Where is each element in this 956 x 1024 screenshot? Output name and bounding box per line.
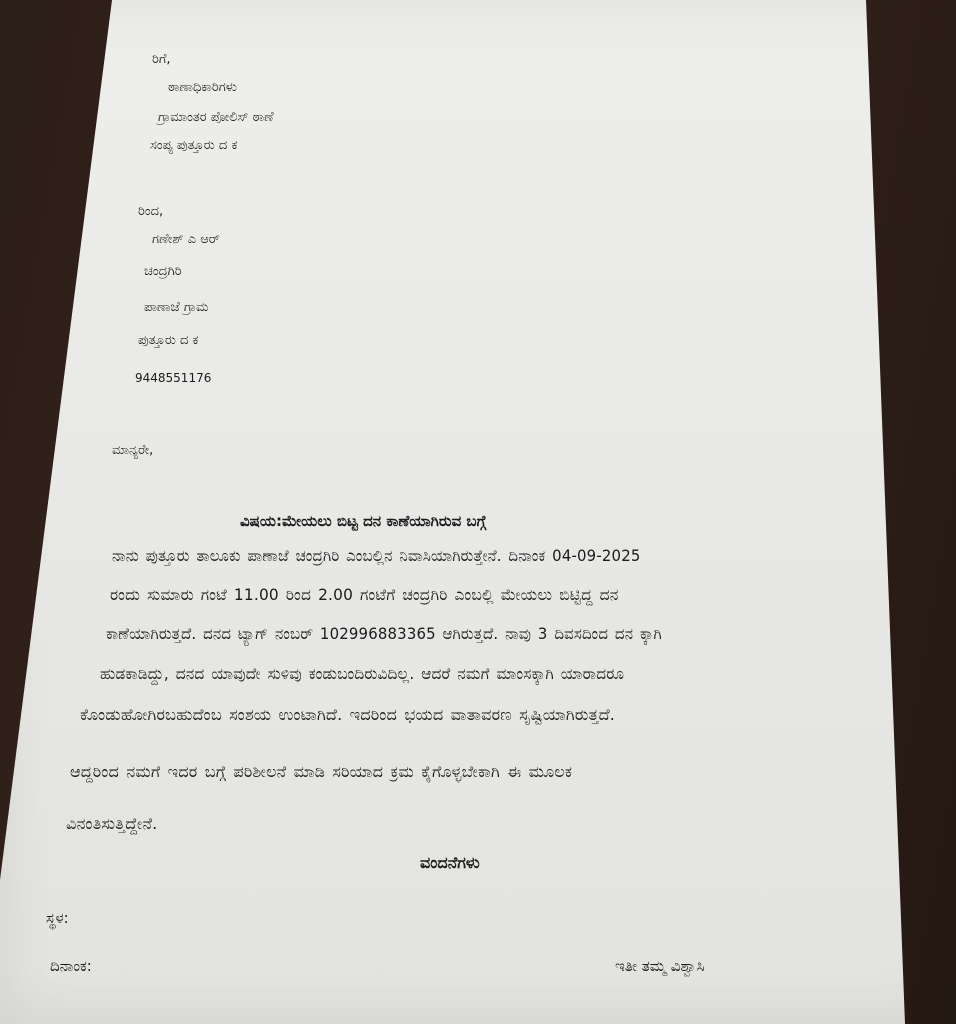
to-line-1: ಠಾಣಾಧಿಕಾರಿಗಳು [168,80,237,95]
place-label: ಸ್ಥಳ: [46,909,69,927]
body-line-5: ಕೊಂಡುಹೋಗಿರಬಹುದೆಂಬ ಸಂಶಯ ಉಂಟಾಗಿದೆ. ಇದರಿಂದ ಭಯದ ವಾತಾವರಣ ಸೃಷ್ಟಿಯಾಗಿರುತ್ತದೆ. [80,705,616,724]
body-line-3: ಕಾಣೆಯಾಗಿರುತ್ತದೆ. ದನದ ಟ್ಯಾಗ್ ನಂಬರ್ 102996883365 ಆಗಿರುತ್ತದೆ. ನಾವು 3 ದಿವಸದಿಂದ ದನ ಕ್ಕಾಗಿ [106,624,662,643]
from-line-1: ಚಂದ್ರಗಿರಿ [144,264,182,279]
from-label: ರಿಂದ, [138,204,164,219]
body-line-6: ಆದ್ದರಿಂದ ನಮಗೆ ಇದರ ಬಗ್ಗೆ ಪರಿಶೀಲನೆ ಮಾಡಿ ಸರಿಯಾದ ಕ್ರಮ ಕೈಗೊಳ್ಳಬೇಕಾಗಿ ಈ ಮೂಲಕ [70,762,573,781]
subject-line: ವಿಷಯ:ಮೇಯಲು ಬಿಟ್ಟ ದನ ಕಾಣೆಯಾಗಿರುವ ಬಗ್ಗೆ [240,512,487,530]
date-label: ದಿನಾಂಕ: [50,957,92,975]
body-line-7: ವಿನಂತಿಸುತ್ತಿದ್ದೇನೆ. [66,814,158,833]
body-line-4: ಹುಡಕಾಡಿದ್ದು, ದನದ ಯಾವುದೇ ಸುಳಿವು ಕಂಡುಬಂದಿರುವಿದಿಲ್ಲ. ಆದರೆ ನಮಗೆ ಮಾಂಸಕ್ಕಾಗಿ ಯಾರಾದರೂ [100,664,625,683]
to-line-3: ಸಂಪ್ಯ ಪುತ್ತೂರು ದ ಕ [150,138,238,153]
body-line-2: ರಂದು ಸುಮಾರು ಗಂಟೆ 11.00 ರಿಂದ 2.00 ಗಂಟೆಗೆ ಚಂದ್ರಗಿರಿ ಎಂಬಲ್ಲಿ ಮೇಯಲು ಬಿಟ್ಟಿದ್ದ ದನ [110,585,619,604]
body-line-1: ನಾನು ಪುತ್ತೂರು ತಾಲೂಕು ಪಾಣಾಜೆ ಚಂದ್ರಗಿರಿ ಎಂಬಲ್ಲಿನ ನಿವಾಸಿಯಾಗಿರುತ್ತೇನೆ. ದಿನಾಂಕ 04-09-2025 [112,546,641,565]
to-line-2: ಗ್ರಾಮಾಂತರ ಪೋಲಿಸ್ ಠಾಣೆ [158,110,274,125]
from-line-3: ಪುತ್ತೂರು ದ ಕ [138,333,199,348]
from-line-2: ಪಾಣಾಜೆ ಗ್ರಾಮ [144,300,209,315]
signoff: ಇತೀ ತಮ್ಮ ವಿಶ್ವಾಸಿ [615,957,705,975]
from-name: ಗಣೇಶ್ ಎ ಆರ್ [152,232,220,247]
closing: ವಂದನೆಗಳು [420,853,480,872]
from-phone: 9448551176 [135,371,212,385]
to-label: ರಿಗೆ, [152,52,171,67]
salutation: ಮಾನ್ಯರೇ, [112,443,154,458]
